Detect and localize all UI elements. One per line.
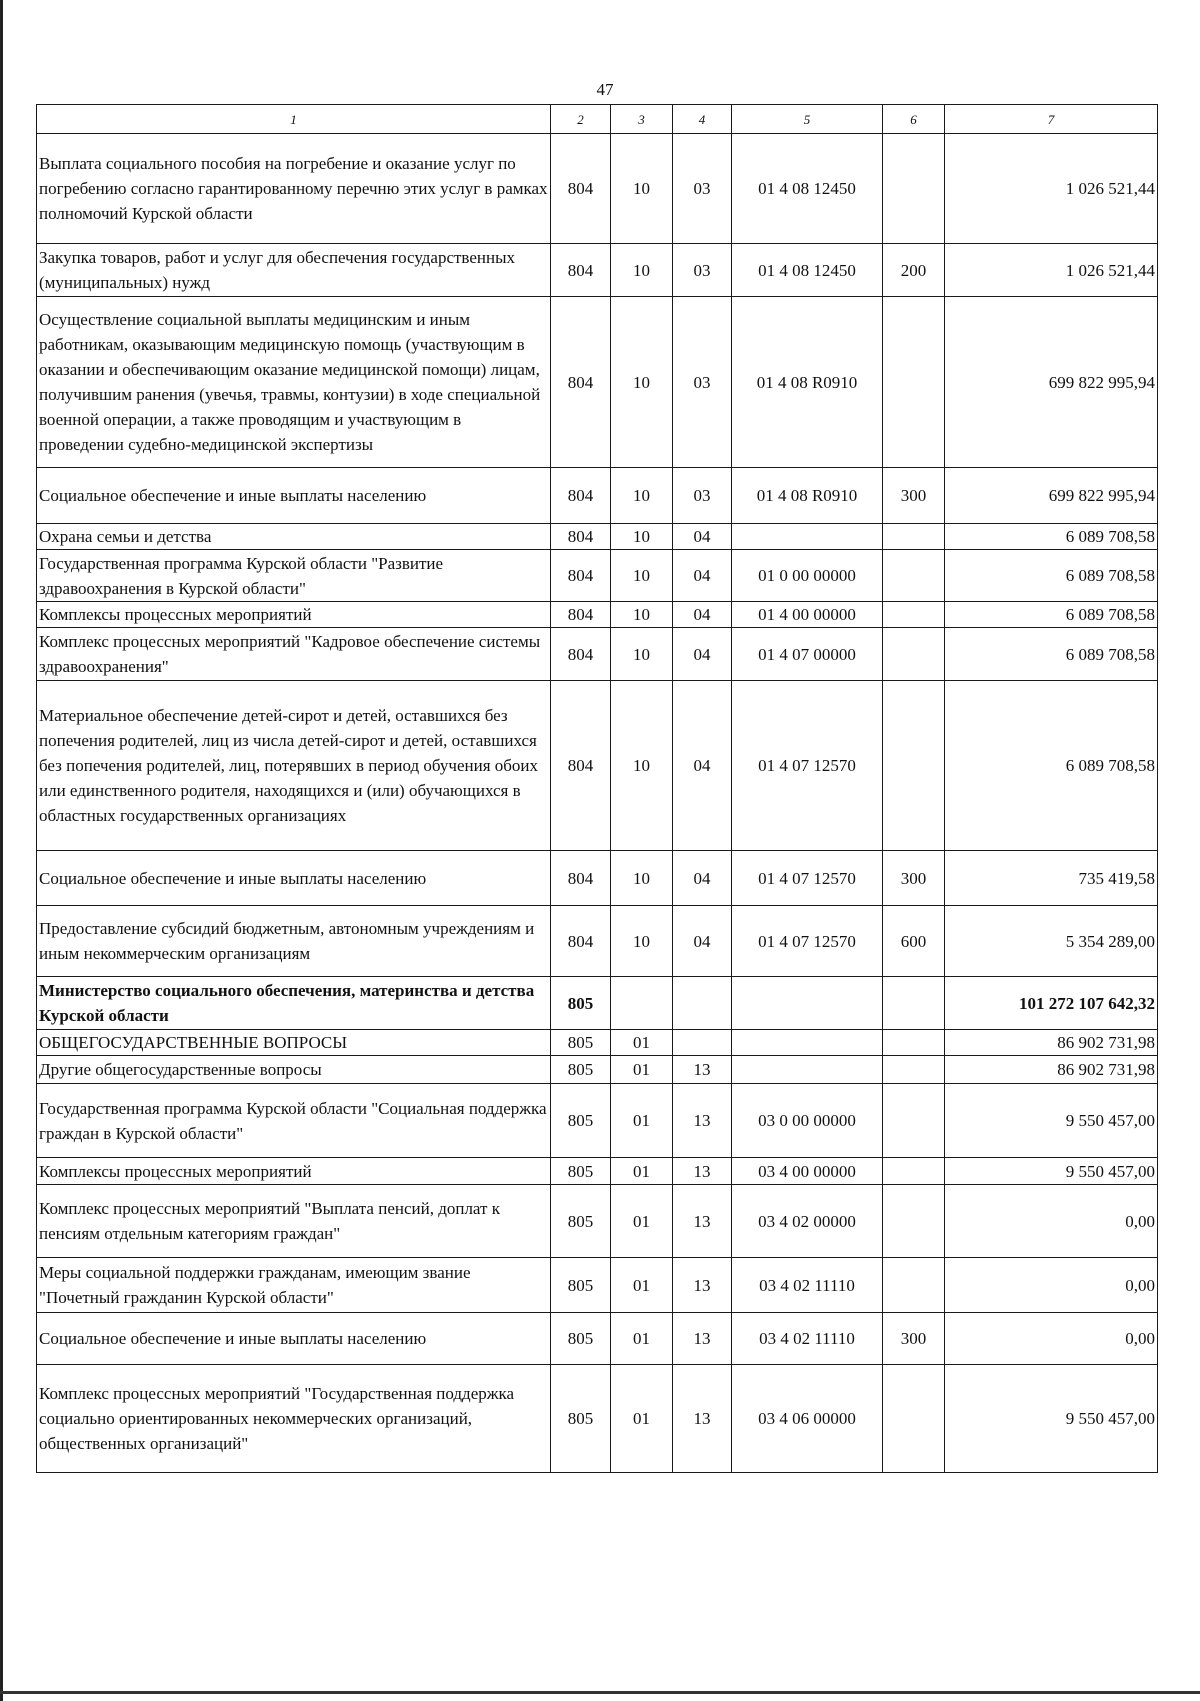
row-code-target: 03 4 06 00000: [732, 1365, 883, 1473]
row-amount: 6 089 708,58: [945, 628, 1158, 681]
row-code-section: 10: [611, 524, 673, 550]
row-code-target: 03 4 02 00000: [732, 1185, 883, 1258]
row-code-section: 10: [611, 906, 673, 977]
row-name: Материальное обеспечение детей-сирот и детей, оставшихся без попечения родителей, лиц из числа детей-сирот и детей, оставшихся без попечения родителей, лиц, потерявших в период обучения обоих или единственного родителя, находящихся и (или) обучающихся в областных государственных организациях: [37, 681, 551, 851]
row-code-target: 03 4 02 11110: [732, 1258, 883, 1313]
row-code-section: 10: [611, 681, 673, 851]
column-header: 1: [37, 105, 551, 134]
row-amount: 0,00: [945, 1313, 1158, 1365]
row-amount: 5 354 289,00: [945, 906, 1158, 977]
row-amount: 6 089 708,58: [945, 681, 1158, 851]
table-row: [37, 906, 1158, 977]
row-code-target: 03 0 00 00000: [732, 1084, 883, 1158]
row-code-expense-type: 300: [883, 468, 945, 524]
row-name: Охрана семьи и детства: [37, 524, 551, 550]
row-code-subsection: 13: [673, 1056, 732, 1084]
row-amount: 86 902 731,98: [945, 1056, 1158, 1084]
row-code-subsection: 04: [673, 550, 732, 602]
row-code-expense-type: [883, 1056, 945, 1084]
row-code-subsection: [673, 1030, 732, 1056]
row-amount: 699 822 995,94: [945, 468, 1158, 524]
column-header: 2: [551, 105, 611, 134]
row-code-ministry: 804: [551, 468, 611, 524]
row-code-section: [611, 977, 673, 1030]
scan-bottom-edge: [0, 1691, 1200, 1694]
row-code-target: 01 4 08 12450: [732, 244, 883, 297]
row-name: Комплекс процессных мероприятий "Кадровое обеспечение системы здравоохранения": [37, 628, 551, 681]
row-code-expense-type: 300: [883, 1313, 945, 1365]
row-code-ministry: 805: [551, 1185, 611, 1258]
row-code-target: 01 4 00 00000: [732, 602, 883, 628]
table-row: [37, 550, 1158, 602]
row-name: ОБЩЕГОСУДАРСТВЕННЫЕ ВОПРОСЫ: [37, 1030, 551, 1056]
row-name: Министерство социального обеспечения, материнства и детства Курской области: [37, 977, 551, 1030]
table-row: [37, 1158, 1158, 1185]
row-code-expense-type: [883, 977, 945, 1030]
table-row: [37, 602, 1158, 628]
row-code-subsection: 04: [673, 628, 732, 681]
row-name: Выплата социального пособия на погребение и оказание услуг по погребению согласно гарантированному перечню этих услуг в рамках полномочий Курской области: [37, 134, 551, 244]
table-row: [37, 977, 1158, 1030]
row-code-subsection: 04: [673, 681, 732, 851]
row-code-ministry: 804: [551, 851, 611, 906]
row-code-ministry: 804: [551, 681, 611, 851]
row-code-section: 01: [611, 1084, 673, 1158]
row-code-ministry: 805: [551, 1258, 611, 1313]
table-row: [37, 468, 1158, 524]
row-code-subsection: 13: [673, 1365, 732, 1473]
row-code-target: 01 4 08 R0910: [732, 468, 883, 524]
table-row: [37, 1084, 1158, 1158]
row-code-expense-type: [883, 681, 945, 851]
row-code-section: 01: [611, 1158, 673, 1185]
row-amount: 0,00: [945, 1185, 1158, 1258]
row-code-ministry: 805: [551, 1158, 611, 1185]
row-code-subsection: 04: [673, 851, 732, 906]
row-name: Закупка товаров, работ и услуг для обеспечения государственных (муниципальных) нужд: [37, 244, 551, 297]
row-code-target: 01 4 07 12570: [732, 906, 883, 977]
row-code-section: 10: [611, 550, 673, 602]
row-code-expense-type: 300: [883, 851, 945, 906]
row-code-subsection: 04: [673, 602, 732, 628]
row-code-ministry: 805: [551, 1030, 611, 1056]
row-code-section: 10: [611, 602, 673, 628]
row-code-subsection: 03: [673, 297, 732, 468]
row-code-expense-type: [883, 1365, 945, 1473]
row-amount: 9 550 457,00: [945, 1158, 1158, 1185]
row-name: Другие общегосударственные вопросы: [37, 1056, 551, 1084]
column-header: 5: [732, 105, 883, 134]
row-code-target: [732, 524, 883, 550]
table-row: [37, 1313, 1158, 1365]
row-code-expense-type: [883, 1158, 945, 1185]
row-code-target: 03 4 00 00000: [732, 1158, 883, 1185]
table-row: [37, 1258, 1158, 1313]
row-code-ministry: 804: [551, 628, 611, 681]
row-code-section: 10: [611, 244, 673, 297]
row-amount: 1 026 521,44: [945, 244, 1158, 297]
column-header: 3: [611, 105, 673, 134]
row-code-ministry: 805: [551, 977, 611, 1030]
row-name: Меры социальной поддержки гражданам, имеющим звание "Почетный гражданин Курской области": [37, 1258, 551, 1313]
row-code-subsection: 13: [673, 1313, 732, 1365]
row-name: Комплекс процессных мероприятий "Выплата пенсий, доплат к пенсиям отдельным категориям граждан": [37, 1185, 551, 1258]
table-row: [37, 134, 1158, 244]
row-code-target: 01 0 00 00000: [732, 550, 883, 602]
row-code-section: 10: [611, 851, 673, 906]
row-amount: 9 550 457,00: [945, 1084, 1158, 1158]
row-code-target: [732, 1056, 883, 1084]
row-code-subsection: 03: [673, 134, 732, 244]
row-code-section: 10: [611, 628, 673, 681]
row-code-section: 01: [611, 1313, 673, 1365]
row-code-subsection: 04: [673, 524, 732, 550]
table-row: [37, 1056, 1158, 1084]
column-header: 7: [945, 105, 1158, 134]
row-code-subsection: 13: [673, 1158, 732, 1185]
row-code-expense-type: [883, 1030, 945, 1056]
row-code-section: 01: [611, 1365, 673, 1473]
row-code-ministry: 804: [551, 906, 611, 977]
row-code-target: 01 4 07 12570: [732, 681, 883, 851]
row-amount: 699 822 995,94: [945, 297, 1158, 468]
row-code-ministry: 804: [551, 244, 611, 297]
row-name: Социальное обеспечение и иные выплаты населению: [37, 851, 551, 906]
column-header: 6: [883, 105, 945, 134]
row-name: Комплексы процессных мероприятий: [37, 602, 551, 628]
row-code-ministry: 804: [551, 602, 611, 628]
row-code-subsection: [673, 977, 732, 1030]
row-code-ministry: 804: [551, 524, 611, 550]
row-code-expense-type: [883, 524, 945, 550]
row-name: Социальное обеспечение и иные выплаты населению: [37, 468, 551, 524]
row-code-ministry: 805: [551, 1313, 611, 1365]
row-code-section: 01: [611, 1258, 673, 1313]
row-amount: 0,00: [945, 1258, 1158, 1313]
row-code-expense-type: 200: [883, 244, 945, 297]
table-row: [37, 1030, 1158, 1056]
row-code-target: 01 4 08 12450: [732, 134, 883, 244]
table-row: [37, 628, 1158, 681]
row-code-subsection: 03: [673, 244, 732, 297]
row-amount: 6 089 708,58: [945, 524, 1158, 550]
row-code-section: 01: [611, 1030, 673, 1056]
row-code-expense-type: 600: [883, 906, 945, 977]
table-row: [37, 297, 1158, 468]
table-row: [37, 1185, 1158, 1258]
row-code-subsection: 03: [673, 468, 732, 524]
row-code-target: 01 4 08 R0910: [732, 297, 883, 468]
row-code-target: 03 4 02 11110: [732, 1313, 883, 1365]
budget-table: [36, 104, 1158, 1473]
row-name: Комплексы процессных мероприятий: [37, 1158, 551, 1185]
row-code-subsection: 13: [673, 1084, 732, 1158]
header-row: [37, 105, 1158, 134]
row-code-subsection: 13: [673, 1185, 732, 1258]
row-amount: 6 089 708,58: [945, 550, 1158, 602]
row-code-expense-type: [883, 1258, 945, 1313]
row-code-section: 10: [611, 468, 673, 524]
table-row: [37, 681, 1158, 851]
row-code-expense-type: [883, 1185, 945, 1258]
row-code-target: 01 4 07 12570: [732, 851, 883, 906]
table-row: [37, 524, 1158, 550]
row-name: Социальное обеспечение и иные выплаты населению: [37, 1313, 551, 1365]
table-row: [37, 851, 1158, 906]
row-amount: 6 089 708,58: [945, 602, 1158, 628]
table-row: [37, 1365, 1158, 1473]
row-code-subsection: 13: [673, 1258, 732, 1313]
row-name: Государственная программа Курской области "Социальная поддержка граждан в Курской области": [37, 1084, 551, 1158]
row-code-ministry: 805: [551, 1056, 611, 1084]
scan-left-edge: [0, 0, 3, 1701]
row-code-expense-type: [883, 134, 945, 244]
row-code-expense-type: [883, 628, 945, 681]
row-code-expense-type: [883, 297, 945, 468]
row-code-section: 01: [611, 1185, 673, 1258]
row-name: Осуществление социальной выплаты медицинским и иным работникам, оказывающим медицинскую помощь (участвующим в оказании и обеспечивающим оказание медицинской помощи) лицам, получившим ранения (увечья, травмы, контузии) в ходе специальной военной операции, а также проводящим и участвующим в проведении судебно-медицинской экспертизы: [37, 297, 551, 468]
row-code-expense-type: [883, 602, 945, 628]
row-amount: 9 550 457,00: [945, 1365, 1158, 1473]
row-code-ministry: 804: [551, 297, 611, 468]
row-code-subsection: 04: [673, 906, 732, 977]
row-name: Предоставление субсидий бюджетным, автономным учреждениям и иным некоммерческим организациям: [37, 906, 551, 977]
row-code-target: [732, 1030, 883, 1056]
row-code-ministry: 804: [551, 134, 611, 244]
row-name: Государственная программа Курской области "Развитие здравоохранения в Курской области": [37, 550, 551, 602]
table-row: [37, 244, 1158, 297]
row-code-target: 01 4 07 00000: [732, 628, 883, 681]
row-code-section: 10: [611, 134, 673, 244]
column-header: 4: [673, 105, 732, 134]
row-amount: 1 026 521,44: [945, 134, 1158, 244]
page-number: 47: [596, 80, 614, 99]
row-code-ministry: 804: [551, 550, 611, 602]
row-code-section: 01: [611, 1056, 673, 1084]
row-code-target: [732, 977, 883, 1030]
row-name: Комплекс процессных мероприятий "Государственная поддержка социально ориентированных некоммерческих организаций, общественных организаций": [37, 1365, 551, 1473]
row-amount: 735 419,58: [945, 851, 1158, 906]
row-code-section: 10: [611, 297, 673, 468]
row-code-expense-type: [883, 550, 945, 602]
row-code-ministry: 805: [551, 1084, 611, 1158]
row-code-expense-type: [883, 1084, 945, 1158]
row-amount: 101 272 107 642,32: [945, 977, 1158, 1030]
row-code-ministry: 805: [551, 1365, 611, 1473]
row-amount: 86 902 731,98: [945, 1030, 1158, 1056]
